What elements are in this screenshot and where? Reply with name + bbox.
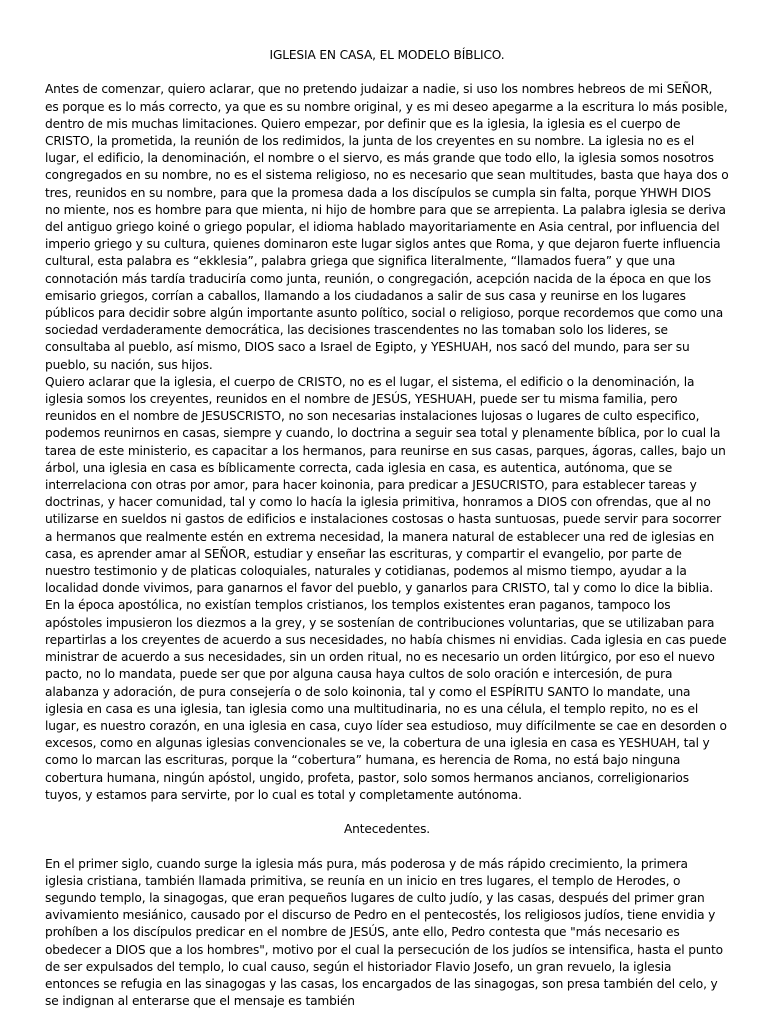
spacer: [45, 838, 729, 855]
paragraph-history: En el primer siglo, cuando surge la iglesia más pura, más poderosa y de más rápido crecimiento, la primera iglesia cristiana, también llamada primitiva, se reunía en un inicio en tres lugares, el templo de Herodes, o segundo templo, la sinagogas, que eran pequeños lugares de culto judío, y las casas, después del primer gran avivamiento mesiánico, causado por el discurso de Pedro en el pentecostés, los religiosos judíos, tiene envidia y prohíben a los discípulos predicar en el nombre de JESÚS, ante ello, Pedro contesta que "más necesario es obedecer a DIOS que a los hombres", motivo por el cual la persecución de los judíos se intensifica, hasta el punto de ser expulsados del templo, lo cual causo, según el historiador Flavio Josefo, un gran revuelo, la iglesia entonces se refugia en las sinagogas y las casas, los encargados de las sinagogas, son presa también del celo, y se indignan al enterarse que el mensaje es también: [45, 856, 723, 1009]
document-title: IGLESIA EN CASA, EL MODELO BÍBLICO.: [269, 48, 505, 62]
paragraph-intro: Antes de comenzar, quiero aclarar, que no pretendo judaizar a nadie, si uso los nombres hebreos de mi SEÑOR, es porque es lo más correcto, ya que es su nombre original, y es mi deseo apegarme a la escritura lo más posible, dentro de mis muchas limitaciones. Quiero empezar, por definir que es la iglesia, la iglesia es el cuerpo de CRISTO, la prometida, la reunión de los redimidos, la junta de los creyentes en su nombre. La iglesia no es el lugar, el edificio, la denominación, el nombre o el siervo, es más grande que todo ello, la iglesia somos nosotros congregados en su nombre, no es el sistema religioso, no es necesario que sean multitudes, basta que haya dos o tres, reunidos en su nombre, para que la promesa dada a los discípulos se cumpla sin falta, porque YHWH DIOS no miente, nos es hombre para que mienta, ni hijo de hombre para que se arrepienta. La palabra iglesia se deriva del antiguo griego koiné o griego popular, el idioma hablado mayoritariamente en Asia central, por influencia del imperio griego y su cultura, quienes dominaron este lugar siglos antes que Roma, y que dejaron fuerte influencia cultural, esta palabra es “ekklesia”, palabra griega que significa literalmente, “llamados fuera” y que una connotación más tardía traduciría como junta, reunión, o congregación, acepción nacida de la época en que los emisario griegos, corrían a caballos, llamando a los ciudadanos a salir de sus casa y reunirse en los lugares públicos para decidir sobre algún importante asunto político, social o religioso, porque recordemos que como una sociedad verdaderamente democrática, las decisiones trascendentes no las tomaban solo los lideres, se consultaba al pueblo, así mismo, DIOS saco a Israel de Egipto, y YESHUAH, nos sacó del mundo, para ser su pueblo, su nación, sus hijos.: [45, 82, 729, 372]
spacer: [45, 804, 729, 821]
paragraph-church-definition: Quiero aclarar que la iglesia, el cuerpo de CRISTO, no es el lugar, el sistema, el edificio o la denominación, la iglesia somos los creyentes, reunidos en el nombre de JESÚS, YESHUAH, puede ser tu misma familia, pero reunidos en el nombre de JESUSCRISTO, no son necesarias instalaciones lujosas o lugares de culto especifico, podemos reunirnos en casas, siempre y cuando, lo doctrina a seguir sea total y plenamente bíblica, por lo cual la tarea de este ministerio, es capacitar a los hermanos, para reunirse en sus casas, parques, ágoras, calles, bajo un árbol, una iglesia en casa es bíblicamente correcta, cada iglesia en casa, es autentica, autónoma, que se interrelaciona con otras por amor, para hacer koinonia, para predicar a JESUCRISTO, para establecer tareas y doctrinas, y hacer comunidad, tal y como lo hacía la iglesia primitiva, honramos a DIOS con ofrendas, que al no utilizarse en sueldos ni gastos de edificios e instalaciones costosas o hasta suntuosas, puede servir para socorrer a hermanos que realmente estén en extrema necesidad, la manera natural de establecer una red de iglesias en casa, es aprender amar al SEÑOR, estudiar y enseñar las escrituras, y compartir el evangelio, por parte de nuestro testimonio y de platicas coloquiales, naturales y cotidianas, podemos al mismo tiempo, ayudar a la localidad donde vivimos, para ganarnos el favor del pueblo, y ganarlos para CRISTO, tal y como lo dice la biblia. En la época apostólica, no existían templos cristianos, los templos existentes eran paganos, tampoco los apóstoles impusieron los diezmos a la grey, y se sostenían de contribuciones voluntarias, que se utilizaban para repartirlas a los creyentes de acuerdo a sus necesidades, no había chismes ni envidias. Cada iglesia en cas puede ministrar de acuerdo a sus necesidades, sin un orden ritual, no es necesario un orden litúrgico, por eso el nuevo pacto, no lo mandata, puede ser que por alguna causa haya cultos de solo oración e intercesión, de pura alabanza y adoración, de pura consejería o de solo koinonia, tal y como el ESPÍRITU SANTO lo mandate, una iglesia en casa es una iglesia, tan iglesia como una multitudinaria, no es una célula, el templo repito, no es el lugar, es nuestro corazón, en una iglesia en casa, cuyo líder sea estudioso, muy difícilmente se cae en desorden o excesos, como en algunas iglesias convencionales se ve, la cobertura de una iglesia en casa es YESHUAH, tal y como lo marcan las escrituras, porque la “cobertura” humana, es herencia de Roma, no está bajo ninguna cobertura humana, ningún apóstol, ungido, profeta, pastor, solo somos hermanos ancianos, correligionarios tuyos, y estamos para servirte, por lo cual es total y completamente autónoma.: [45, 374, 727, 802]
document-page: [45, 47, 729, 1017]
section-heading: Antecedentes.: [343, 822, 431, 837]
